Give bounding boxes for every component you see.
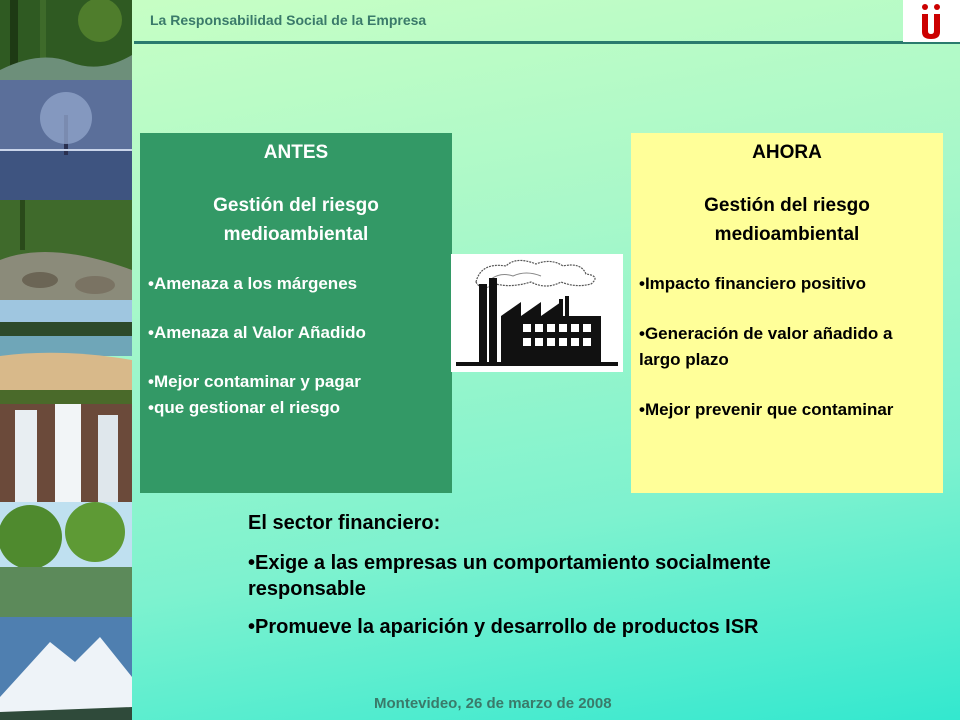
- beach-photo: [0, 300, 132, 390]
- footer-date: Montevideo, 26 de marzo de 2008: [374, 695, 612, 712]
- bullet-item: •que gestionar el riesgo: [148, 398, 341, 417]
- green-lake-photo: [0, 502, 132, 617]
- header-title: La Responsabilidad Social de la Empresa: [150, 12, 427, 28]
- bullet-item: •Mejor prevenir que contaminar: [639, 400, 894, 419]
- financial-sector-item: •Promueve la aparición y desarrollo de productos ISR: [248, 616, 759, 638]
- financial-sector-item: •Exige a las empresas un comportamiento socialmente responsable: [248, 552, 771, 600]
- forest-stream-photo: [0, 0, 132, 80]
- bullet-item: •Mejor contaminar y pagar: [148, 372, 361, 391]
- before-subheading: Gestión del riesgo medioambiental: [213, 195, 379, 245]
- nature-photo-strip: [0, 0, 132, 720]
- before-heading: ANTES: [263, 142, 329, 163]
- before-panel: [140, 133, 452, 493]
- before-bullet-list: [140, 271, 452, 421]
- financial-sector-section: [248, 510, 868, 652]
- financial-sector-intro: El sector financiero:: [248, 512, 441, 534]
- now-subheading: Gestión del riesgo medioambiental: [704, 195, 870, 245]
- now-bullet-list: [631, 271, 943, 423]
- now-heading: AHORA: [752, 142, 822, 163]
- bullet-item: •Generación de valor añadido a largo plazo: [639, 324, 893, 369]
- header-divider: [134, 41, 960, 44]
- now-panel: [631, 133, 943, 493]
- factory-illustration: [451, 254, 623, 372]
- snowy-mountain-photo: [0, 617, 132, 720]
- bullet-item: •Amenaza a los márgenes: [148, 274, 358, 293]
- waterfall-photo: [0, 390, 132, 502]
- rocky-river-photo: [0, 200, 132, 300]
- bullet-item: •Amenaza al Valor Añadido: [148, 323, 366, 342]
- tree-lake-photo: [0, 80, 132, 200]
- university-logo: [903, 0, 960, 42]
- bullet-item: •Impacto financiero positivo: [639, 274, 866, 293]
